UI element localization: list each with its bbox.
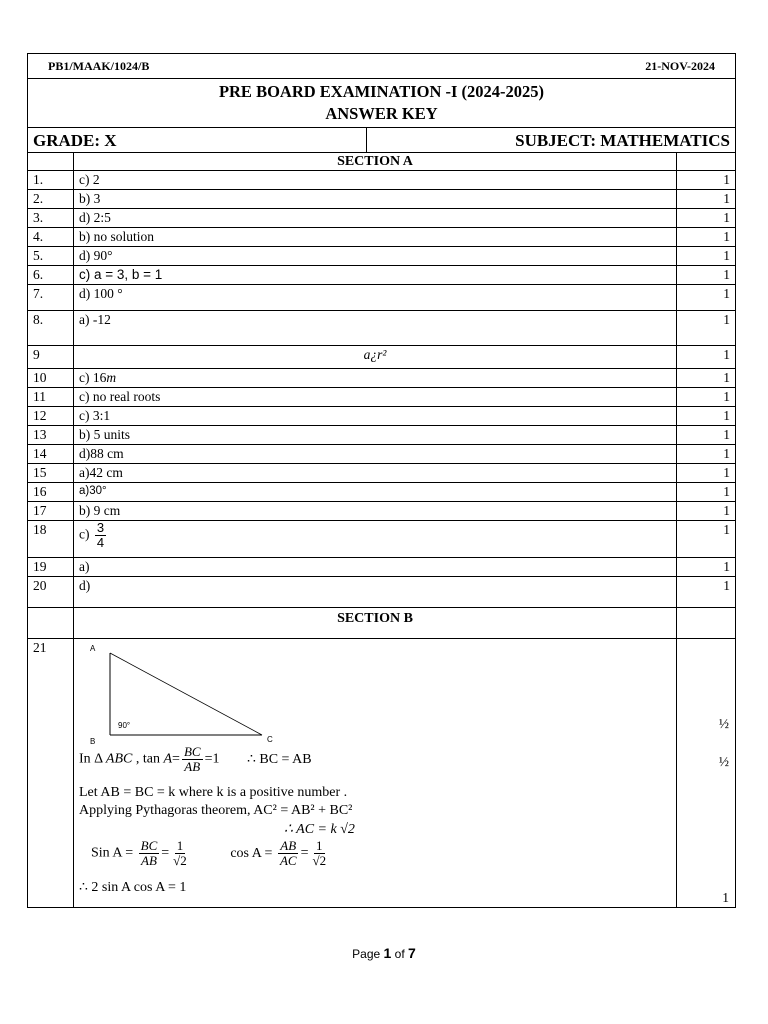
right-angle-label: 90° <box>118 721 131 730</box>
marks: 1 <box>677 521 736 558</box>
marks: 1 <box>677 209 736 228</box>
marks: 1 <box>677 388 736 407</box>
table-row <box>28 311 736 346</box>
question-number: 6. <box>28 266 74 285</box>
answer: c) 2 <box>74 171 677 190</box>
question-number: 11 <box>28 388 74 407</box>
question-number: 16 <box>28 483 74 502</box>
marks: 1 <box>677 369 736 388</box>
subject-label: SUBJECT: MATHEMATICS <box>367 128 736 153</box>
answer: a)42 cm <box>74 464 677 483</box>
answer: d) 100 ° <box>74 285 677 311</box>
marks: 1 <box>677 346 736 369</box>
answer-key-title: ANSWER KEY <box>325 104 438 123</box>
marks: 1 <box>677 247 736 266</box>
answer-unit: m <box>106 370 117 385</box>
answer-key-table <box>27 53 736 908</box>
page-footer: Page 1 of 7 <box>352 945 416 961</box>
grade-subject-row <box>28 128 736 153</box>
marks: 1 <box>677 483 736 502</box>
marks: 1 <box>677 426 736 445</box>
marks: 1 <box>677 285 736 311</box>
answer-key-sheet <box>27 53 735 908</box>
marks: 1 <box>677 502 736 521</box>
table-row <box>28 521 736 558</box>
answer: c) 3:1 <box>74 407 677 426</box>
marks: 1 <box>677 228 736 247</box>
question-number: 9 <box>28 346 74 369</box>
paper-code: PB1/MAAK/1024/B <box>48 58 150 73</box>
table-row <box>28 266 736 285</box>
side-ac <box>110 653 262 735</box>
table-row <box>28 346 736 369</box>
question-number: 12 <box>28 407 74 426</box>
table-row <box>28 388 736 407</box>
grade-label: GRADE: X <box>28 128 367 153</box>
question-number: 17 <box>28 502 74 521</box>
marks: 1 <box>677 577 736 608</box>
answer: b) no solution <box>74 228 677 247</box>
ac-result: ∴ AC = k √2 <box>284 822 355 837</box>
answer-prefix: c) 16 <box>79 370 107 385</box>
table-row <box>28 247 736 266</box>
table-row <box>28 445 736 464</box>
question-number: 19 <box>28 558 74 577</box>
question-number: 5. <box>28 247 74 266</box>
table-row <box>28 577 736 608</box>
marks: 1 <box>677 558 736 577</box>
assumption-text: Let AB = BC = k where k is a positive number . <box>79 785 348 800</box>
marks: 1 <box>677 311 736 346</box>
question-number: 18 <box>28 521 74 558</box>
mark-one: 1 <box>722 890 729 905</box>
table-row <box>28 369 736 388</box>
answer: d) 2:5 <box>74 209 677 228</box>
marks-column <box>677 639 736 908</box>
question-number: 1. <box>28 171 74 190</box>
title-row <box>28 79 736 128</box>
answer: a)30° <box>74 483 677 502</box>
answer-fraction: $\frac{3}{4}$ <box>96 520 105 550</box>
answer: d) 90° <box>74 247 677 266</box>
table-row <box>28 171 736 190</box>
final-result: ∴ 2 sin A cos A = 1 <box>79 880 187 895</box>
marks: 1 <box>677 464 736 483</box>
vertex-a-label: A <box>90 644 96 653</box>
question-number: 4. <box>28 228 74 247</box>
question-number: 14 <box>28 445 74 464</box>
marks: 1 <box>677 445 736 464</box>
answer: a) <box>74 558 677 577</box>
table-row <box>28 407 736 426</box>
question-number: 8. <box>28 311 74 346</box>
marks: 1 <box>677 266 736 285</box>
right-triangle-diagram <box>82 639 282 749</box>
section-a-title: SECTION A <box>74 153 677 171</box>
answer: c) a = 3, b = 1 <box>74 266 677 285</box>
question-number: 3. <box>28 209 74 228</box>
tan-equation: In Δ ABC , tan A= $\frac{BC}{AB}$ =1 ∴ BC = AB <box>79 744 312 774</box>
table-row <box>28 228 736 247</box>
question-number: 20 <box>28 577 74 608</box>
table-row <box>28 426 736 445</box>
marks: 1 <box>677 171 736 190</box>
question-number: 13 <box>28 426 74 445</box>
section-a-header <box>28 153 736 171</box>
exam-title: PRE BOARD EXAMINATION -I (2024-2025) <box>218 82 545 101</box>
section-b-header <box>28 608 736 639</box>
answer: c) no real roots <box>74 388 677 407</box>
vertex-b-label: B <box>90 737 96 746</box>
marks: 1 <box>677 407 736 426</box>
answer-formula: a¿r² <box>74 346 677 369</box>
question-21-row <box>28 639 736 908</box>
answer: d)88 cm <box>74 445 677 464</box>
sin-cos-equations: Sin A = $\frac{BC}{AB}$ = $\frac{1}{√2}$ cos A = $\frac{AB}{AC}$ = $\frac{1}{√2}$ <box>91 838 327 868</box>
answer: b) 9 cm <box>74 502 677 521</box>
table-row <box>28 190 736 209</box>
question-21-solution <box>74 639 676 907</box>
question-number: 2. <box>28 190 74 209</box>
answer: d) <box>74 577 677 608</box>
marks: 1 <box>677 190 736 209</box>
question-number: 10 <box>28 369 74 388</box>
table-row <box>28 464 736 483</box>
mark-half-2: ½ <box>718 754 729 769</box>
answer: b) 5 units <box>74 426 677 445</box>
answer: a) -12 <box>74 311 677 346</box>
question-number: 7. <box>28 285 74 311</box>
table-row <box>28 209 736 228</box>
question-number: 15 <box>28 464 74 483</box>
answer-prefix: c) <box>79 526 90 542</box>
exam-date: 21-NOV-2024 <box>645 58 715 73</box>
table-row <box>28 558 736 577</box>
pythagoras-text: Applying Pythagoras theorem, AC² = AB² + BC² <box>79 803 353 818</box>
table-row <box>28 483 736 502</box>
answer: b) 3 <box>74 190 677 209</box>
table-row <box>28 502 736 521</box>
table-row <box>28 285 736 311</box>
question-number: 21 <box>28 639 74 908</box>
mark-half-1: ½ <box>718 716 729 731</box>
answer <box>74 521 677 558</box>
vertex-c-label: C <box>267 735 273 744</box>
header-row <box>28 54 736 79</box>
section-b-title: SECTION B <box>74 608 677 639</box>
answer <box>74 369 677 388</box>
